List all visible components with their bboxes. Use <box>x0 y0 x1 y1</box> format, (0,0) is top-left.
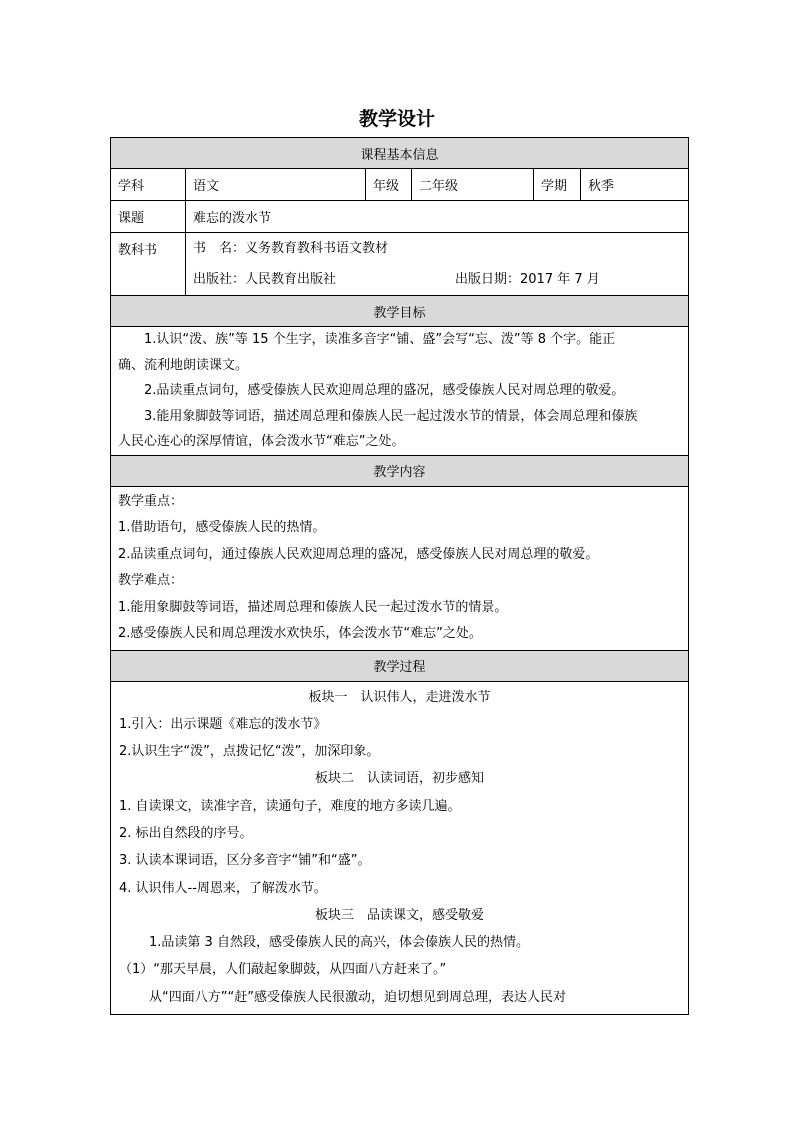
objective-line: 3.能用象脚鼓等词语，描述周总理和傣族人民一起过泼水节的情景，体会周总理和傣族 <box>144 408 638 424</box>
publish-date: 出版日期：2017 年 7 月 <box>455 272 600 287</box>
grade-label: 年级 <box>366 169 412 201</box>
block1-step: 2.认识生字“泼”，点拨记忆“泼”，加深印象。 <box>119 744 380 760</box>
difficult-point: 1.能用象脚鼓等词语，描述周总理和傣族人民一起过泼水节的情景。 <box>118 599 508 615</box>
objectives-text <box>111 327 689 456</box>
term-value: 秋季 <box>581 169 689 201</box>
topic-label: 课题 <box>111 201 186 233</box>
block2-step: 4. 认识伟人--周恩来，了解泼水节。 <box>119 880 327 896</box>
document-title: 教学设计 <box>358 108 435 130</box>
process-text <box>111 681 689 1015</box>
publisher-line <box>193 264 681 295</box>
textbook-label: 教科书 <box>111 233 186 296</box>
block2-step: 1. 自读课文，读准字音，读通句子，难度的地方多读几遍。 <box>119 798 461 814</box>
key-point: 1.借助语句，感受傣族人民的热情。 <box>118 520 326 535</box>
section-objectives: 教学目标 <box>111 296 689 327</box>
difficult-points-title: 教学难点： <box>118 573 184 588</box>
book-name: 书 名：义务教育教科书语文教材 <box>193 241 389 256</box>
block2-step: 2. 标出自然段的序号。 <box>119 825 253 841</box>
subject-value: 语文 <box>186 169 366 201</box>
block1-step: 1.引入：出示课题《难忘的泼水节》 <box>119 716 327 732</box>
grade-value: 二年级 <box>412 169 534 201</box>
block2-title: 板块二 认读词语，初步感知 <box>315 771 485 787</box>
subject-label: 学科 <box>111 169 186 201</box>
objective-line: 2.品读重点词句，感受傣族人民欢迎周总理的盛况，感受傣族人民对周总理的敬爱。 <box>144 383 625 398</box>
section-content: 教学内容 <box>111 455 689 486</box>
key-points-title: 教学重点： <box>118 493 184 509</box>
textbook-info <box>186 233 689 296</box>
objective-line: 确、流利地朗读课文。 <box>118 357 249 373</box>
key-point: 2.品读重点词句，通过傣族人民欢迎周总理的盛况，感受傣族人民对周总理的敬爱。 <box>118 546 599 562</box>
term-label: 学期 <box>534 169 581 201</box>
objective-line: 1.认识“泼、族”等 15 个生字，读准多音字“铺、盛”会写“忘、泼”等 8 个字。能正 <box>144 332 616 347</box>
content-text <box>111 486 689 650</box>
topic-value: 难忘的泼水节 <box>186 201 689 233</box>
block3-substep: （1）“那天早晨，人们敲起象脚鼓，从四面八方赶来了。” <box>119 962 447 978</box>
block2-step: 3. 认读本课词语，区分多音字“铺”和“盛”。 <box>119 853 371 869</box>
objective-line: 人民心连心的深厚情谊，体会泼水节“难忘”之处。 <box>118 434 405 449</box>
lesson-plan-table <box>110 137 689 1015</box>
block1-title: 板块一 认识伟人，走进泼水节 <box>308 689 491 705</box>
publisher: 出版社：人民教育出版社 <box>193 272 337 287</box>
section-basic-info: 课程基本信息 <box>111 138 689 169</box>
difficult-point: 2.感受傣族人民和周总理泼水欢快乐，体会泼水节“难忘”之处。 <box>118 626 482 641</box>
block3-note: 从“四面八方”“赶”感受傣族人民很激动，迫切想见到周总理，表达人民对 <box>149 989 566 1005</box>
block3-title: 板块三 品读课文，感受敬爱 <box>315 907 485 923</box>
section-process: 教学过程 <box>111 650 689 681</box>
block3-step: 1.品读第 3 自然段，感受傣族人民的高兴，体会傣族人民的热情。 <box>149 935 529 951</box>
